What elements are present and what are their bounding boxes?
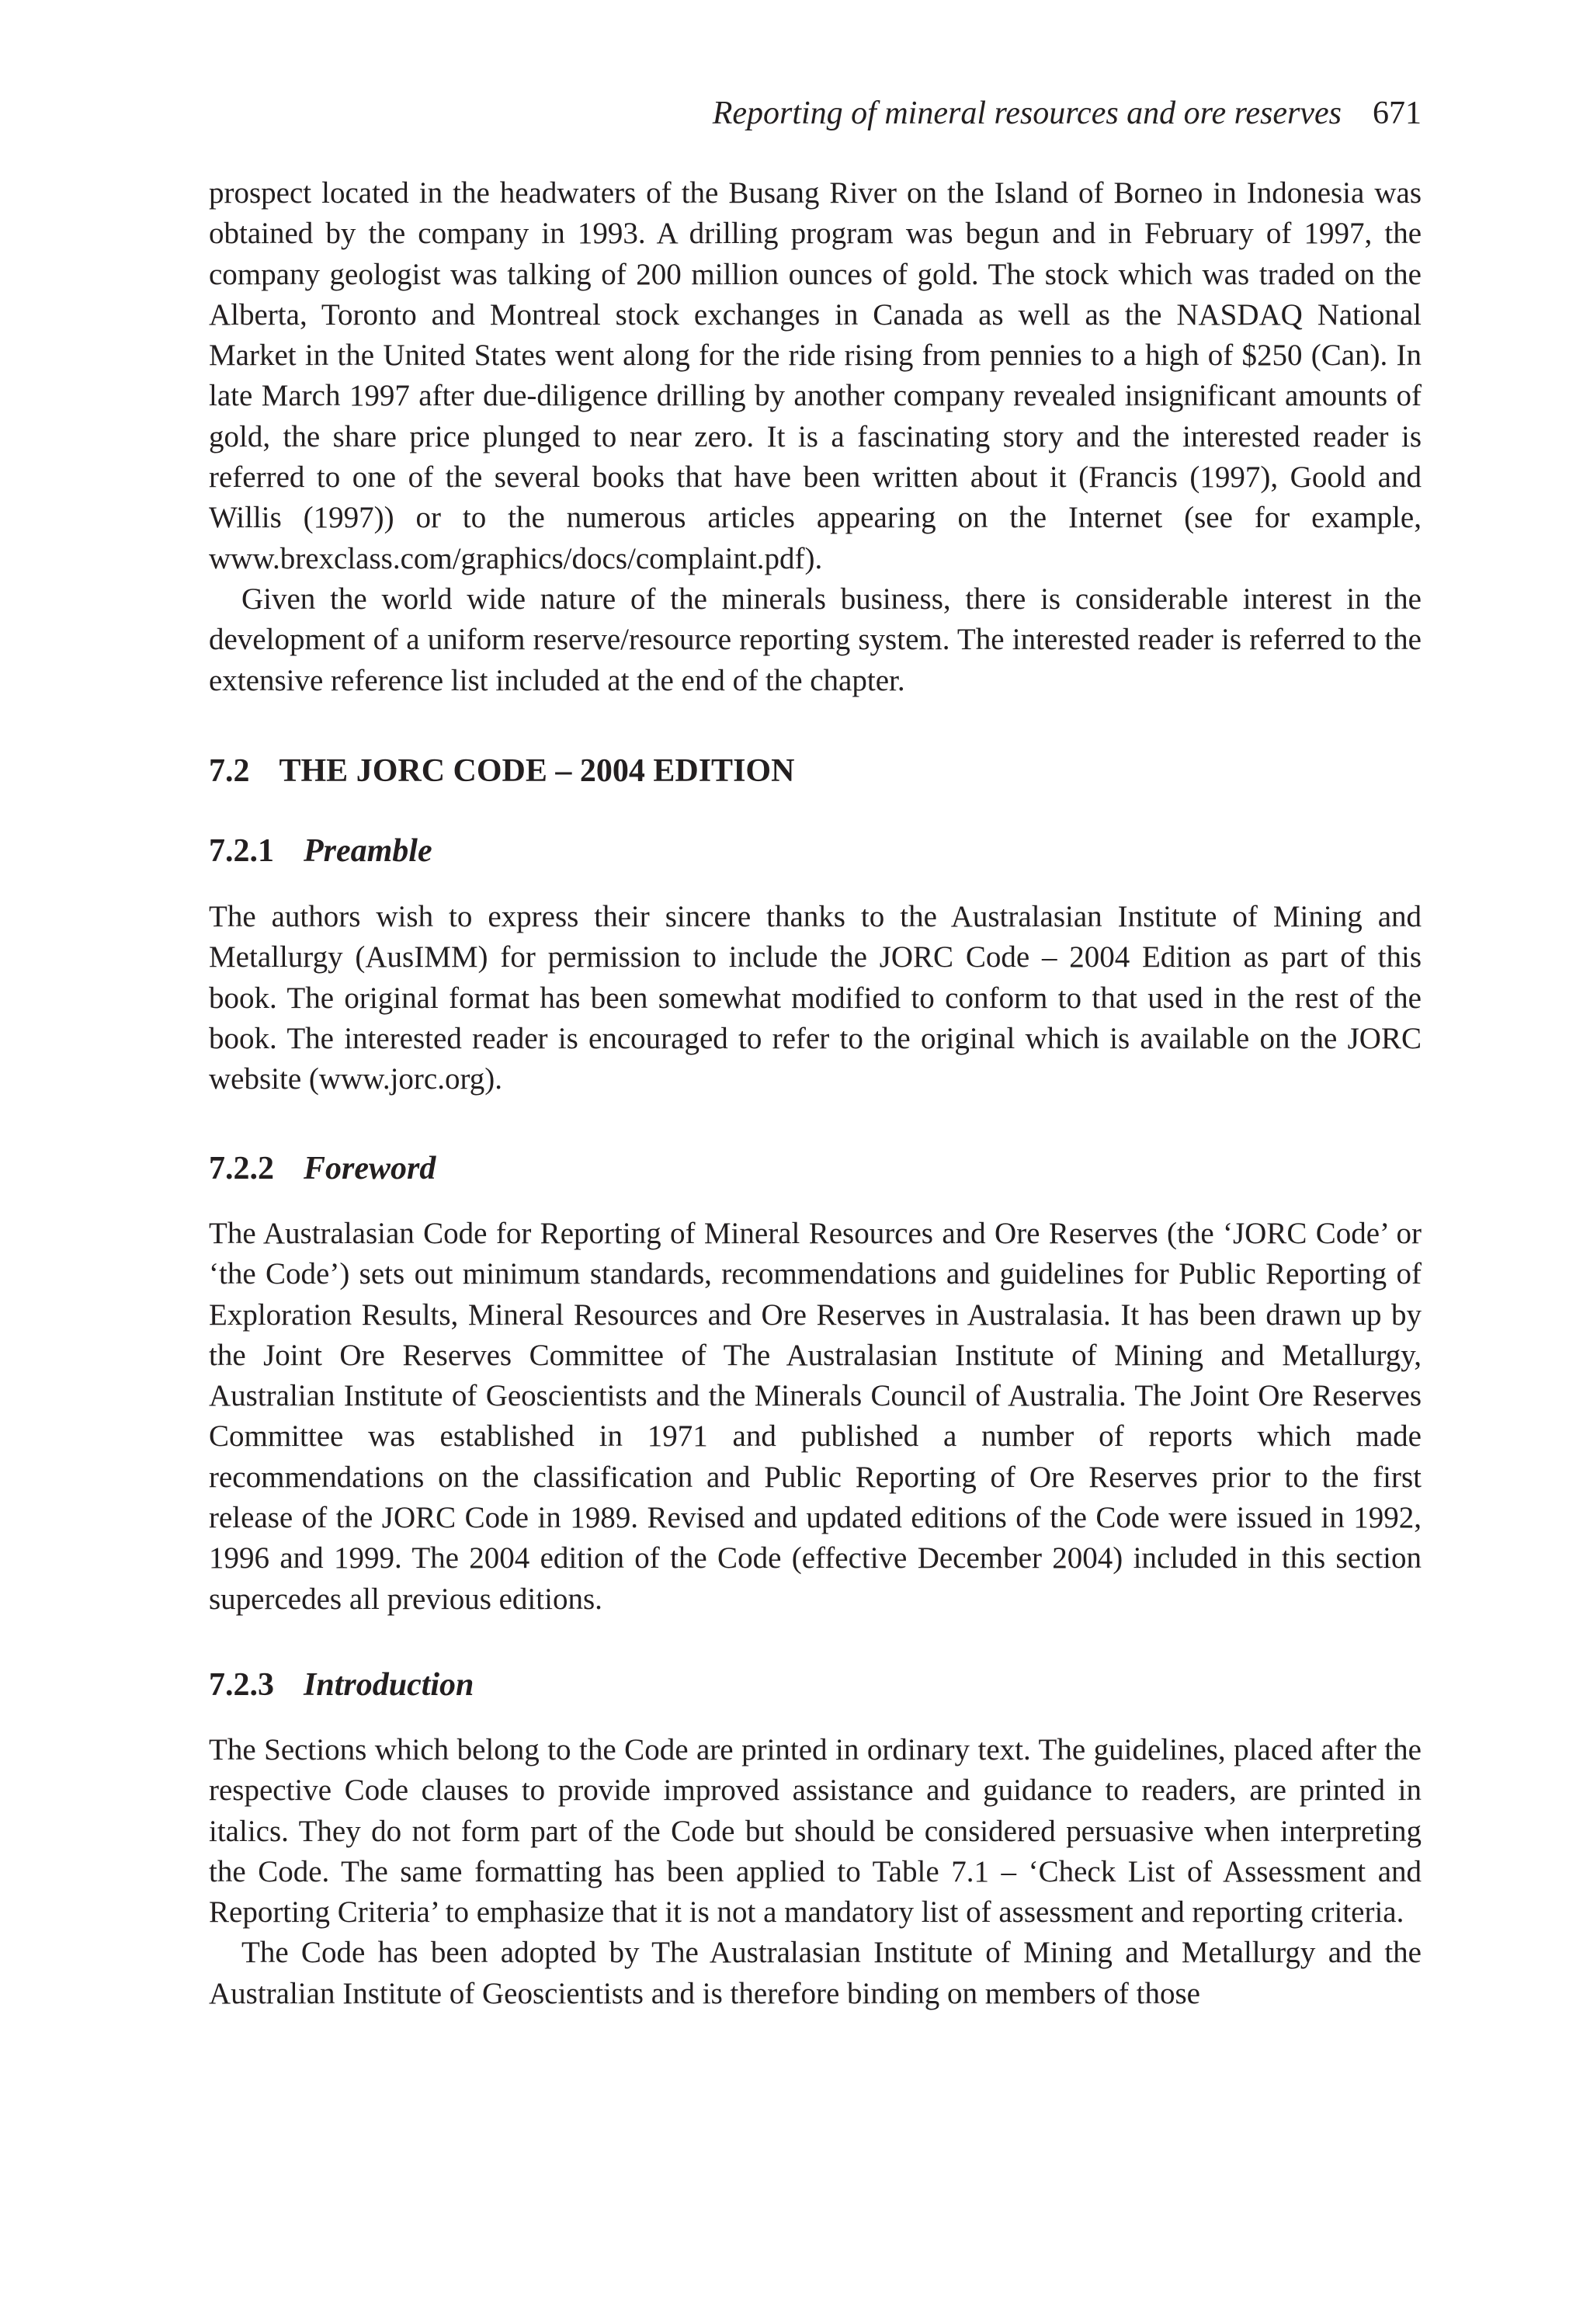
page-number: 671 (1373, 96, 1422, 131)
section-heading-7-2 (209, 751, 794, 791)
subsection-heading-7-2-1 (209, 831, 432, 871)
subsection-number: 7.2.2 (209, 1151, 274, 1186)
preamble-block (209, 897, 1422, 1099)
introduction-paragraph-1: The Sections which belong to the Code are printed in ordinary text. The guidelines, placed after the respective Code clauses to provide improved assistance and guidance to readers, are printed in italics. They do not form part of the Code but should be considered persuasive when interpreting the Code. The same formatting has been applied to Table 7.1 – ‘Check List of Assessment and Reporting Criteria’ to emphasize that it is not a mandatory list of assessment and reporting criteria. (209, 1733, 1422, 1930)
section-title: THE JORC CODE – 2004 EDITION (279, 753, 795, 789)
running-head-title: Reporting of mineral resources and ore reserves (712, 96, 1342, 131)
intro-paragraph-1: prospect located in the headwaters of the Busang River on the Island of Borneo in Indonesia was obtained by the company in 1993. A drilling program was begun and in February of 1997, the company geologist was talking of 200 million ounces of gold. The stock which was traded on the Alberta, Toronto and Montreal stock exchanges in Canada as well as the NASDAQ National Market in the United States went along for the ride rising from pennies to a high of $250 (Can). In late March 1997 after due-diligence drilling by another company revealed insignificant amounts of gold, the share price plunged to near zero. It is a fascinating story and the interested reader is referred to one of the several books that have been written about it (Francis (1997), Goold and Willis (1997)) or to the numerous articles appearing on the Internet (see for example, www.brexclass.com/graphics/docs/complaint.pdf). (209, 176, 1422, 575)
foreword-paragraph: The Australasian Code for Reporting of Mineral Resources and Ore Reserves (the ‘JORC Code’ or ‘the Code’) sets out minimum standards, recommendations and guidelines for Public Reporting of Exploration Results, Mineral Resources and Ore Reserves in Australasia. It has been drawn up by the Joint Ore Reserves Committee of The Australasian Institute of Mining and Metallurgy, Australian Institute of Geoscientists and the Minerals Council of Australia. The Joint Ore Reserves Committee was established in 1971 and published a number of reports which made recommendations on the classification and Public Reporting of Ore Reserves prior to the first release of the JORC Code in 1989. Revised and updated editions of the Code were issued in 1992, 1996 and 1999. The 2004 edition of the Code (effective December 2004) included in this section supercedes all previous editions. (209, 1217, 1422, 1616)
preamble-paragraph: The authors wish to express their sincere thanks to the Australasian Institute of Mining and Metallurgy (AusIMM) for permission to include the JORC Code – 2004 Edition as part of this book. The original format has been somewhat modified to conform to that used in the rest of the book. The interested reader is encouraged to refer to the original which is available on the JORC website (www.jorc.org). (209, 900, 1422, 1096)
subsection-number: 7.2.1 (209, 833, 274, 869)
subsection-number: 7.2.3 (209, 1667, 274, 1703)
introduction-paragraph-2: The Code has been adopted by The Australasian Institute of Mining and Metallurgy and the Australian Institute of Geoscientists and is therefore binding on members of those (209, 1936, 1422, 2010)
subsection-heading-7-2-3 (209, 1665, 474, 1705)
intro-paragraph-2: Given the world wide nature of the minerals business, there is considerable interest in the development of a uniform reserve/resource reporting system. The interested reader is referred to the extensive reference list included at the end of the chapter. (209, 582, 1422, 697)
subsection-heading-7-2-2 (209, 1148, 436, 1189)
subsection-title: Introduction (304, 1667, 474, 1703)
subsection-title: Foreword (304, 1151, 436, 1186)
subsection-title: Preamble (304, 833, 432, 869)
section-number: 7.2 (209, 753, 250, 789)
foreword-block (209, 1214, 1422, 1620)
intro-block (209, 173, 1422, 701)
introduction-block (209, 1730, 1422, 2014)
running-head (713, 93, 1422, 134)
